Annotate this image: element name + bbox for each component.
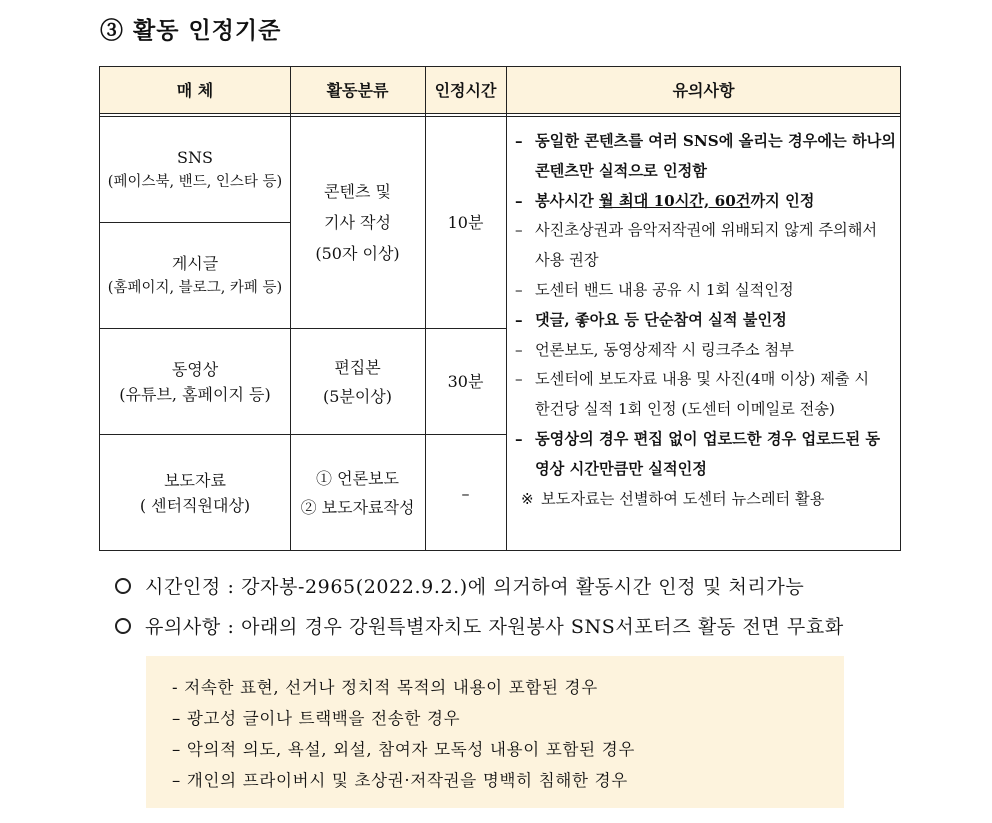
underlined-limit: 월 최대 10시간, 60건 (598, 191, 751, 210)
note-item: – 언론보도, 동영상제작 시 링크주소 첨부 (507, 336, 899, 366)
media-name: 동영상 (171, 359, 219, 379)
bullet-time-recognition: 시간인정 : 강자봉-2965(2022.9.2.)에 의거하여 활동시간 인정 및 처리가능 (115, 572, 804, 599)
note-item: – 도센터 밴드 내용 공유 시 1회 실적인정 (507, 276, 899, 306)
dash-icon: – (515, 429, 523, 448)
reference-mark-icon: ※ (521, 489, 534, 508)
dash-icon: – (515, 221, 523, 240)
dash-icon: – (515, 191, 523, 210)
invalid-case-item: – 악의적 의도, 욕설, 외설, 참여자 모독성 내용이 포함된 경우 (172, 740, 635, 759)
dash-icon: – (515, 370, 523, 389)
time-press: – (461, 483, 470, 503)
note-item: – 도센터에 보도자료 내용 및 사진(4매 이상) 제출 시 한건당 실적 1회 인정 (도센터 이메일로 전송) (507, 365, 899, 425)
media-desc: (유튜브, 홈페이지 등) (119, 384, 271, 404)
invalid-case-item: – 개인의 프라이버시 및 초상권·저작권을 명백히 침해한 경우 (172, 771, 628, 790)
note-item: – 봉사시간 월 최대 10시간, 60건까지 인정 (507, 187, 899, 217)
media-sns (100, 117, 290, 222)
note-item: – 동일한 콘텐츠를 여러 SNS에 올리는 경우에는 하나의 콘텐츠만 실적으로 인정함 (507, 127, 899, 187)
note-item: ※ 보도자료는 선별하여 도센터 뉴스레터 활용 (507, 485, 899, 515)
header-media: 매 체 (176, 81, 214, 100)
section-title: ③ 활동 인정기준 (100, 17, 282, 44)
criteria-table (99, 66, 901, 551)
header-notes: 유의사항 (672, 81, 735, 100)
invalid-cases-box (146, 656, 844, 808)
media-name: SNS (177, 147, 213, 167)
media-desc: (페이스북, 밴드, 인스타 등) (107, 173, 283, 190)
dash-icon: – (515, 132, 523, 150)
circle-bullet-icon (115, 618, 131, 634)
category-edit: 편집본 (5분이상) (322, 357, 393, 406)
time-content: 10분 (447, 213, 484, 232)
header-category: 활동분류 (326, 81, 389, 100)
note-item: – 동영상의 경우 편집 없이 업로드한 경우 업로드된 동 영상 시간만큼만 실적인정 (507, 425, 899, 485)
dash-icon: – (515, 340, 523, 359)
media-board (100, 223, 290, 328)
media-press (100, 435, 290, 551)
media-name: 보도자료 (164, 471, 226, 490)
media-desc: ( 센터직원대상) (139, 496, 251, 515)
invalid-case-item: - 저속한 표현, 선거나 정치적 목적의 내용이 포함된 경우 (172, 678, 598, 697)
invalid-case-item: – 광고성 글이나 트랙백을 전송한 경우 (172, 709, 461, 728)
header-time: 인정시간 (434, 81, 497, 100)
media-name: 게시글 (171, 253, 219, 273)
media-video (100, 329, 290, 434)
circle-bullet-icon (115, 578, 131, 594)
notes-list (507, 127, 899, 514)
dash-icon: – (515, 310, 523, 329)
note-item: – 사진초상권과 음악저작권에 위배되지 않게 주의해서 사용 권장 (507, 216, 899, 276)
category-content: 콘텐츠 및 기사 작성 (50자 이상) (315, 182, 400, 263)
bullet-cautions: 유의사항 : 아래의 경우 강원특별자치도 자원봉사 SNS서포터즈 활동 전면 무효화 (115, 612, 844, 639)
category-press: ① 언론보도 ② 보도자료작성 (300, 469, 415, 517)
dash-icon: – (515, 280, 523, 299)
media-desc: (홈페이지, 블로그, 카페 등) (107, 279, 283, 296)
note-item: – 댓글, 좋아요 등 단순참여 실적 불인정 (507, 306, 899, 336)
time-edit: 30분 (447, 372, 484, 391)
